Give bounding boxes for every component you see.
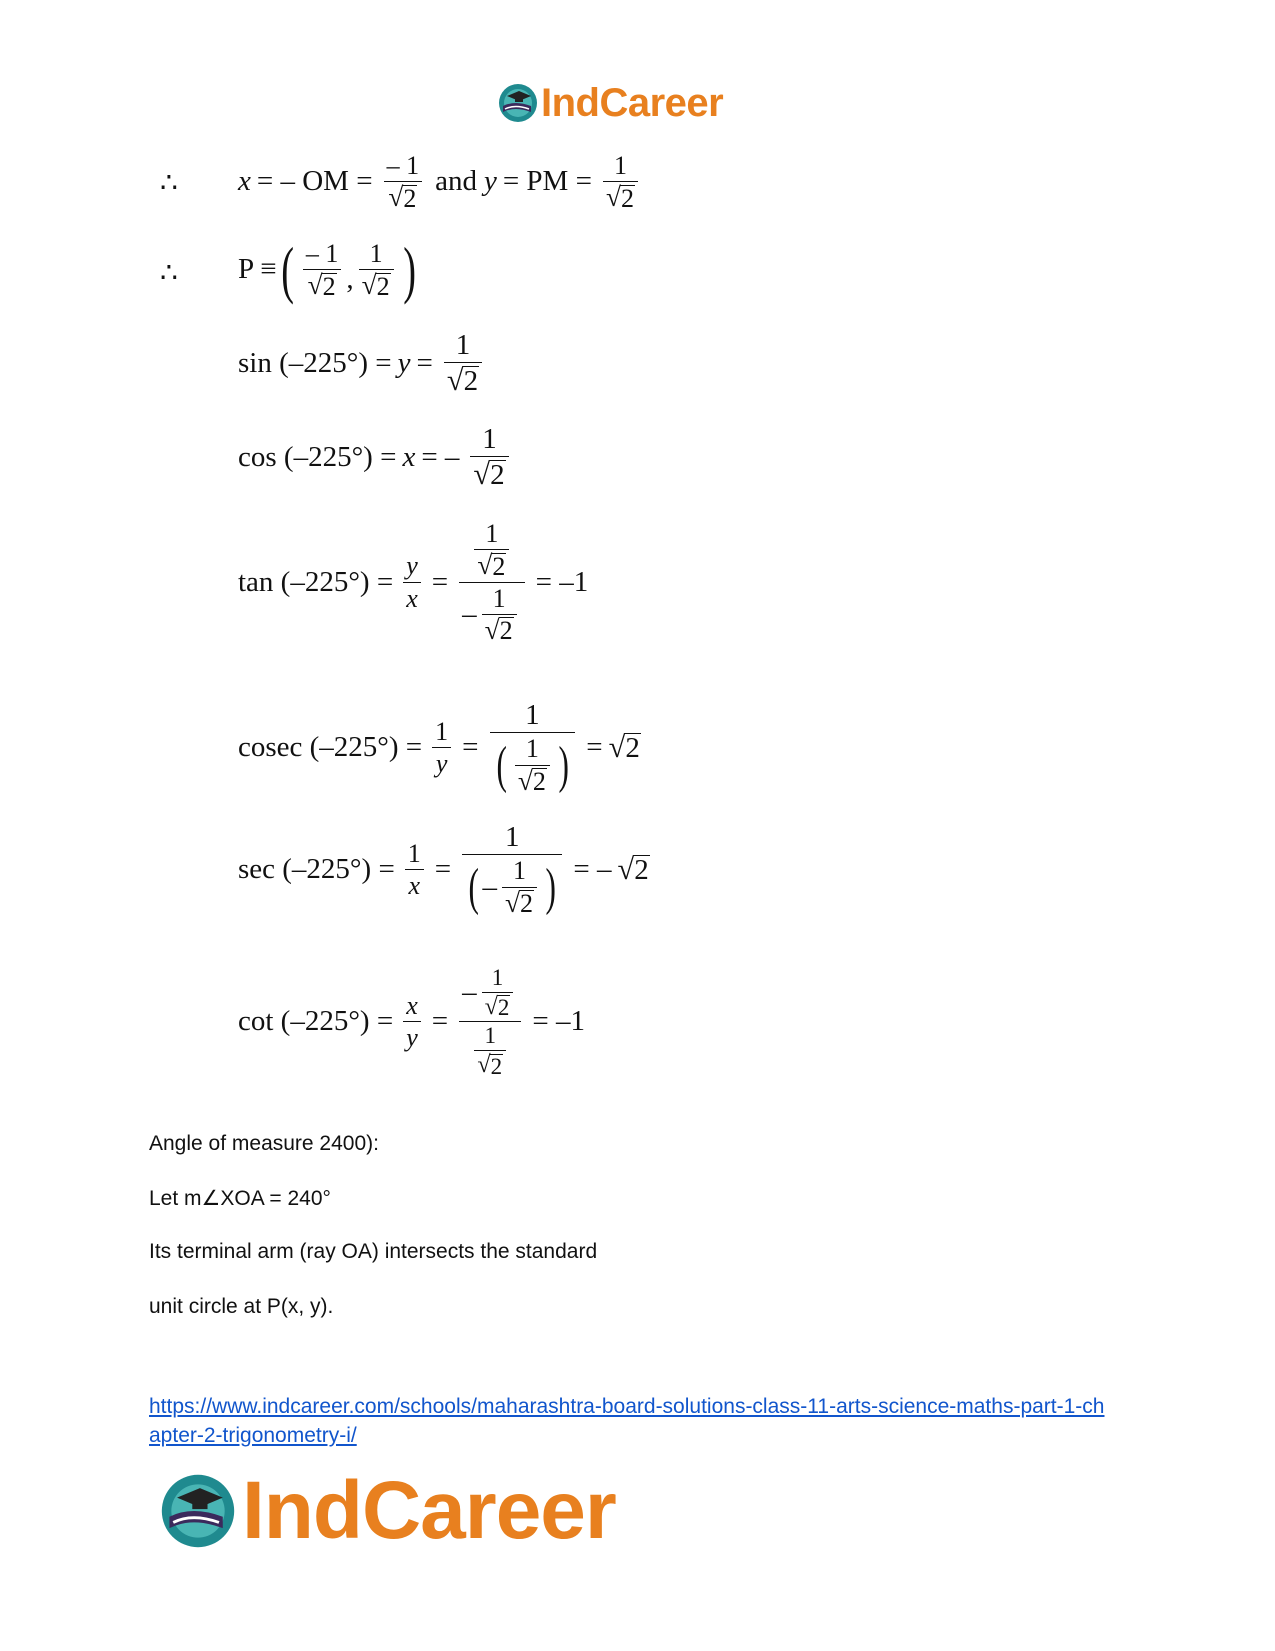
numerator: 1 (435, 716, 449, 746)
fraction: 1 √ 2 (444, 330, 482, 397)
fraction: 1 √ 2 (474, 520, 509, 580)
tan-label: tan (–225°) = (238, 565, 394, 598)
compound-fraction (459, 966, 521, 1078)
var-y: y (397, 346, 411, 379)
numerator: 1 (525, 699, 540, 731)
equation-xy (238, 152, 643, 212)
source-link[interactable]: https://www.indcareer.com/schools/maharashtra-board-solutions-class-11-arts-science-maths-part-1-chapter-2-trigonometry-i/ (149, 1395, 1105, 1447)
fraction (403, 552, 421, 612)
logo-wordmark: IndCareer (541, 80, 724, 125)
fraction: 1 √ 2 (474, 1024, 506, 1077)
paragraph-let-angle: Let m∠XOA = 240° (149, 1187, 331, 1210)
footer-logo (158, 1465, 616, 1556)
numerator: – 1 (386, 151, 420, 180)
fraction: 1 √ 2 (482, 966, 514, 1019)
fraction: 1 √ 2 (515, 735, 550, 795)
header-logo (497, 78, 723, 128)
numerator: 1 (525, 734, 539, 764)
fraction: 1 √ 2 (470, 424, 508, 491)
sin-label: sin (–225°) = (238, 346, 392, 379)
fraction: 1 √ 2 (482, 585, 517, 645)
radicand: 2 (532, 767, 546, 797)
minus-sign: – (462, 976, 477, 1009)
radicand: 2 (490, 1053, 503, 1079)
equation-point-p (238, 234, 420, 305)
numerator: 1 (369, 239, 383, 269)
cosec-label: cosec (–225°) = (238, 731, 423, 764)
equation-tan (238, 520, 594, 644)
paragraph-unit-circle: unit circle at P(x, y). (149, 1295, 334, 1318)
radicand: 2 (625, 731, 640, 764)
paragraph-angle-measure: Angle of measure 2400): (149, 1132, 379, 1155)
minus-sign: – (482, 871, 498, 904)
var-y: y (483, 165, 497, 198)
radicand: 2 (376, 271, 390, 301)
therefore-symbol: ∴ (160, 258, 178, 289)
therefore-symbol: ∴ (160, 168, 178, 199)
numerator: 1 (505, 821, 520, 853)
paragraph-terminal-arm: Its terminal arm (ray OA) intersects the standard (149, 1240, 598, 1263)
numerator: 1 (484, 1023, 496, 1049)
fraction (432, 718, 451, 778)
eq-om: = – OM = (256, 165, 373, 198)
denominator: y (435, 749, 448, 779)
equation-cot (238, 966, 591, 1078)
logo-wordmark: IndCareer (242, 1465, 616, 1556)
fraction: 1 √ 2 (603, 152, 638, 212)
fraction: 1 √ 2 (359, 240, 394, 300)
denominator: x (408, 871, 421, 901)
radicand: 2 (492, 551, 506, 581)
equals: = (434, 853, 452, 886)
numerator: 1 (513, 856, 527, 886)
fraction: – 1 √ 2 (384, 152, 423, 212)
compound-fraction (459, 520, 524, 644)
fraction: 1 √ 2 (502, 857, 537, 917)
equals: = (586, 731, 603, 764)
equals-minus: = – (573, 853, 612, 886)
equation-cosec (238, 700, 641, 795)
radicand: 2 (634, 853, 649, 886)
sec-label: sec (–225°) = (238, 853, 395, 886)
and-word: and (435, 165, 477, 198)
radicand: 2 (463, 364, 479, 397)
compound-fraction: 1 ( – 1 √ 2 ) (462, 822, 562, 917)
radicand: 2 (620, 183, 634, 213)
coordinate-pair: ( – 1 √ 2 , 1 √ 2 ) (280, 234, 416, 305)
eq-pm: = PM = (502, 165, 592, 198)
sqrt-result: √ 2 (608, 730, 640, 765)
graduation-cap-book-icon (497, 82, 539, 124)
numerator: x (406, 991, 418, 1020)
var-x: x (238, 165, 251, 198)
radicand: 2 (322, 271, 336, 301)
equals-minus: = – (421, 440, 460, 473)
result: = –1 (535, 565, 589, 598)
cot-label: cot (–225°) = (238, 1005, 394, 1038)
numerator: 1 (407, 838, 421, 868)
numerator: 1 (482, 423, 497, 455)
numerator: – 1 (305, 239, 339, 269)
equation-sec (238, 822, 650, 917)
result: = –1 (532, 1005, 585, 1038)
sqrt-result: √ 2 (617, 852, 649, 887)
comma: , (346, 263, 354, 296)
equals: = (431, 1005, 449, 1038)
equation-cos (238, 424, 514, 491)
numerator: 1 (613, 151, 627, 180)
numerator: 1 (492, 583, 506, 613)
var-x: x (402, 440, 416, 473)
minus-sign: – (462, 598, 477, 631)
numerator: 1 (491, 965, 504, 990)
fraction (403, 992, 421, 1052)
denominator: y (406, 1023, 418, 1053)
equation-sin (238, 330, 487, 397)
numerator: 1 (455, 329, 471, 361)
compound-fraction: 1 ( 1 √ 2 ) (490, 700, 576, 795)
radicand: 2 (490, 458, 505, 491)
equals: = (462, 731, 479, 764)
graduation-cap-book-icon (158, 1471, 238, 1551)
radicand: 2 (520, 889, 534, 919)
radicand: 2 (403, 183, 417, 213)
denominator: x (406, 583, 418, 613)
equals: = (431, 565, 449, 598)
numerator: y (406, 551, 418, 581)
equals: = (416, 346, 433, 379)
cos-label: cos (–225°) = (238, 440, 397, 473)
radicand: 2 (499, 616, 513, 646)
point-p-label: P ≡ (238, 253, 277, 286)
fraction (405, 840, 424, 900)
radicand: 2 (497, 995, 510, 1021)
fraction: – 1 √ 2 (303, 240, 342, 300)
numerator: 1 (485, 519, 499, 548)
